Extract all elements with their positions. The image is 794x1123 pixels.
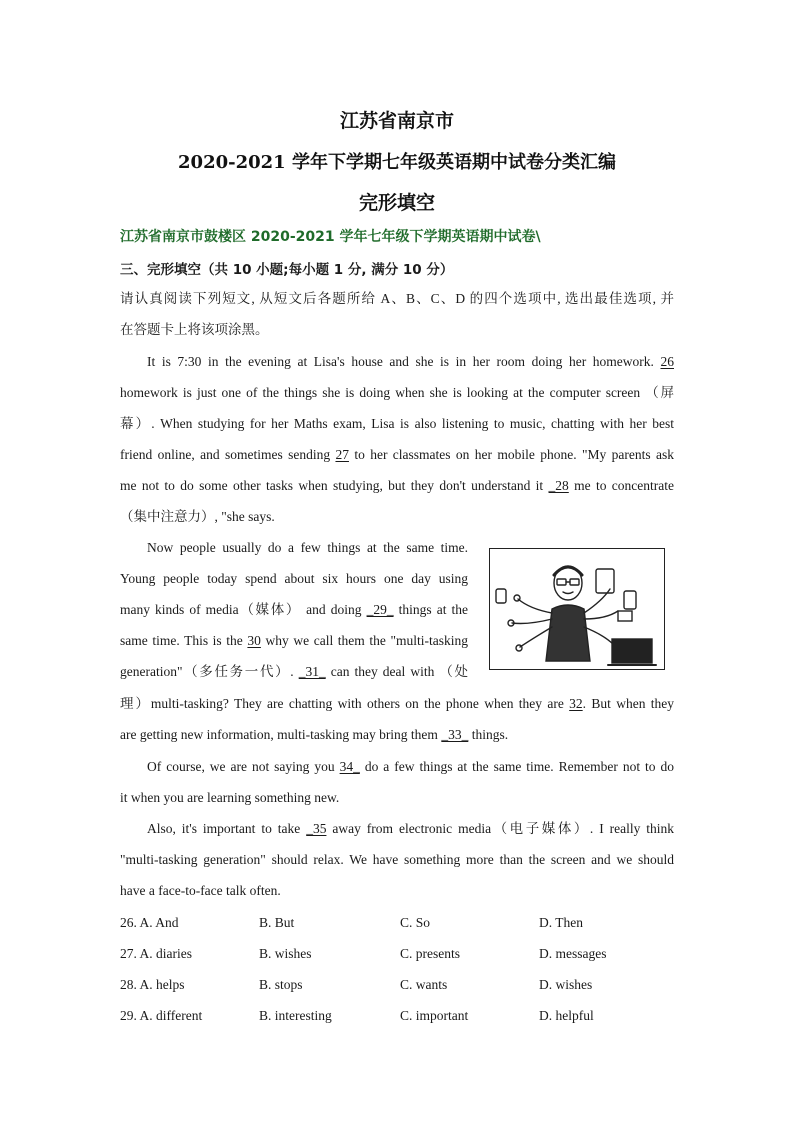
title-section-type: 完形填空 <box>358 192 435 214</box>
passage-text: many kinds of media（媒体） and doing <box>120 602 362 617</box>
passage-line: "multi-tasking generation" should relax. We have something more than the screen and we should <box>120 852 674 867</box>
passage-line <box>120 725 674 745</box>
multi-tasking-person-icon <box>490 549 663 668</box>
blank-30: 30 <box>247 633 261 648</box>
passage-line: have a face-to-face talk often. <box>120 883 281 898</box>
passage-line: it when you are learning something new. <box>120 790 340 805</box>
passage-text: Also, it's important to take <box>147 821 301 836</box>
title-province: 江苏省南京市 <box>339 110 454 132</box>
source-line: 江苏省南京市鼓楼区 2020-2021 学年七年级下学期英语期中试卷\ <box>120 229 541 245</box>
passage-line: Young people today spend about six hours one day using <box>120 571 468 586</box>
passage-text: are getting new information, multi-tasking may bring them <box>120 727 438 742</box>
instructions-line-2: 在答题卡上将该项涂黑。 <box>120 322 269 337</box>
passage-text: me not to do some other tasks when studying, but they don't understand it <box>120 478 544 493</box>
option-d: D. Then <box>539 915 583 930</box>
passage-line <box>147 757 674 777</box>
passage-text: 理）multi-tasking? They are chatting with others on the phone when they are <box>120 696 564 711</box>
passage-text: generation"（多任务一代）. <box>120 664 294 679</box>
option-b: B. wishes <box>259 946 312 961</box>
passage-text: away from electronic media（电子媒体）. I really think <box>332 821 675 836</box>
option-b: B. But <box>259 915 295 930</box>
passage-line: 幕）. When studying for her Maths exam, Lisa is also listening to music, chatting with her best <box>120 416 674 431</box>
blank-31: _31_ <box>298 664 326 679</box>
passage-line <box>120 694 674 714</box>
option-b: B. interesting <box>259 1008 332 1023</box>
blank-34: 34_ <box>339 759 360 774</box>
passage-text: friend online, and sometimes sending <box>120 447 331 462</box>
passage-text: why we call them the "multi-tasking <box>265 633 469 648</box>
blank-29: _29_ <box>366 602 394 617</box>
blank-28: _28 <box>548 478 569 493</box>
option-a: 28. A. helps <box>120 977 185 992</box>
passage-line <box>120 445 674 465</box>
passage-text: Of course, we are not saying you <box>147 759 335 774</box>
title-exam: 2020-2021 学年下学期七年级英语期中试卷分类汇编 <box>178 152 616 173</box>
multi-tasking-illustration <box>489 548 665 670</box>
blank-33: _33_ <box>441 727 469 742</box>
option-d: D. helpful <box>539 1008 594 1023</box>
passage-line: Now people usually do a few things at the same time. <box>147 540 468 555</box>
section-title: 三、完形填空（共 10 小题;每小题 1 分, 满分 10 分） <box>120 262 454 278</box>
passage-text: can they deal with （处 <box>330 664 469 679</box>
option-b: B. stops <box>259 977 303 992</box>
option-c: C. wants <box>400 977 448 992</box>
option-a: 29. A. different <box>120 1008 203 1023</box>
passage-text: . But when they <box>582 696 675 711</box>
passage-text: things. <box>471 727 509 742</box>
option-d: D. messages <box>539 946 607 961</box>
instructions-line-1: 请认真阅读下列短文, 从短文后各题所给 A、B、C、D 的四个选项中, 选出最佳选项, 并 <box>120 291 674 306</box>
passage-text: things at the <box>398 602 469 617</box>
option-c: C. presents <box>400 946 460 961</box>
option-d: D. wishes <box>539 977 593 992</box>
blank-26: 26 <box>660 354 674 369</box>
passage-text: to her classmates on her mobile phone. "My parents ask <box>354 447 674 462</box>
passage-line <box>120 476 674 496</box>
passage-text: same time. This is the <box>120 633 243 648</box>
passage-line <box>120 662 468 682</box>
passage-text: do a few things at the same time. Remember not to do <box>364 759 674 774</box>
blank-27: 27 <box>335 447 349 462</box>
option-a: 26. A. And <box>120 915 179 930</box>
option-c: C. important <box>400 1008 469 1023</box>
option-c: C. So <box>400 915 431 930</box>
option-a: 27. A. diaries <box>120 946 192 961</box>
blank-32: 32 <box>569 696 583 711</box>
passage-line <box>120 631 468 651</box>
passage-line <box>120 600 468 620</box>
passage-line: homework is just one of the things she is doing when she is looking at the computer screen （屏 <box>120 385 674 400</box>
passage-line <box>147 352 674 372</box>
passage-text: me to concentrate <box>574 478 675 493</box>
passage-text: It is 7:30 in the evening at Lisa's house and she is in her room doing her homework. <box>147 354 654 369</box>
blank-35: _35 <box>306 821 327 836</box>
passage-line <box>147 819 674 839</box>
passage-line: （集中注意力）, "she says. <box>120 509 275 524</box>
